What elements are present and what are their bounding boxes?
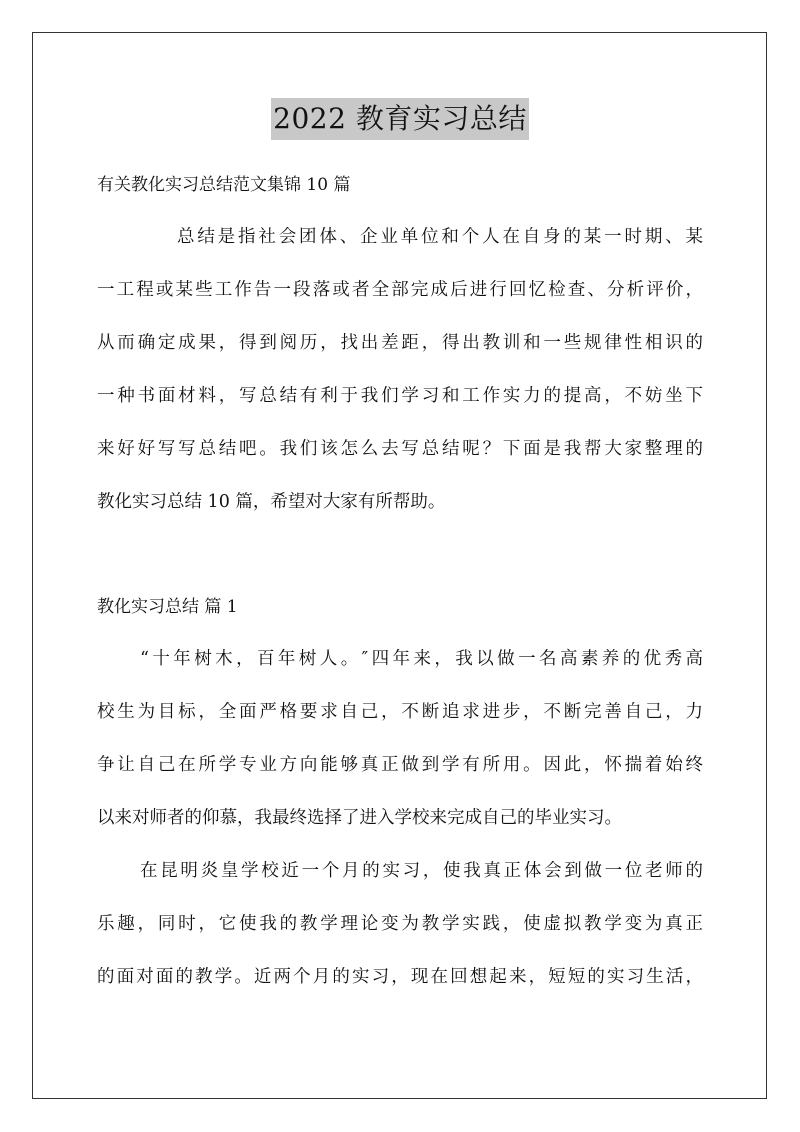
intro-line: 一种书面材料，写总结有利于我们学习和工作实力的提高，不妨坐下 — [97, 386, 703, 406]
paragraph-line: 以来对师者的仰慕，我最终选择了进入学校来完成自己的毕业实习。 — [97, 808, 622, 828]
paragraph-line: 校生为目标，全面严格要求自己，不断追求进步，不断完善自己，力 — [97, 702, 703, 722]
document-title: 2022 教育实习总结 — [271, 98, 529, 140]
paragraph-line: 在昆明炎皇学校近一个月的实习，使我真正体会到做一位老师的 — [140, 861, 703, 881]
document-subtitle: 有关教化实习总结范文集锦 10 篇 — [97, 175, 351, 195]
intro-line: 总结是指社会团体、企业单位和个人在自身的某一时期、某 — [177, 227, 703, 247]
intro-line: 从而确定成果，得到阅历，找出差距，得出教训和一些规律性相识的 — [97, 333, 703, 353]
paragraph-line: “十年树木，百年树人。″四年来，我以做一名高素养的优秀高 — [140, 649, 703, 669]
paragraph-line: 的面对面的教学。近两个月的实习，现在回想起来，短短的实习生活， — [97, 967, 703, 987]
paragraph-line: 乐趣，同时，它使我的教学理论变为教学实践，使虚拟教学变为真正 — [97, 914, 703, 934]
paragraph-line: 争让自己在所学专业方向能够真正做到学有所用。因此，怀揣着始终 — [97, 755, 703, 775]
title-container — [0, 98, 800, 140]
intro-line: 一工程或某些工作告一段落或者全部完成后进行回忆检查、分析评价， — [97, 280, 703, 300]
intro-line: 来好好写写总结吧。我们该怎么去写总结呢？下面是我帮大家整理的 — [97, 439, 703, 459]
section-heading: 教化实习总结 篇 1 — [97, 597, 238, 617]
intro-line: 教化实习总结 10 篇，希望对大家有所帮助。 — [97, 492, 446, 512]
